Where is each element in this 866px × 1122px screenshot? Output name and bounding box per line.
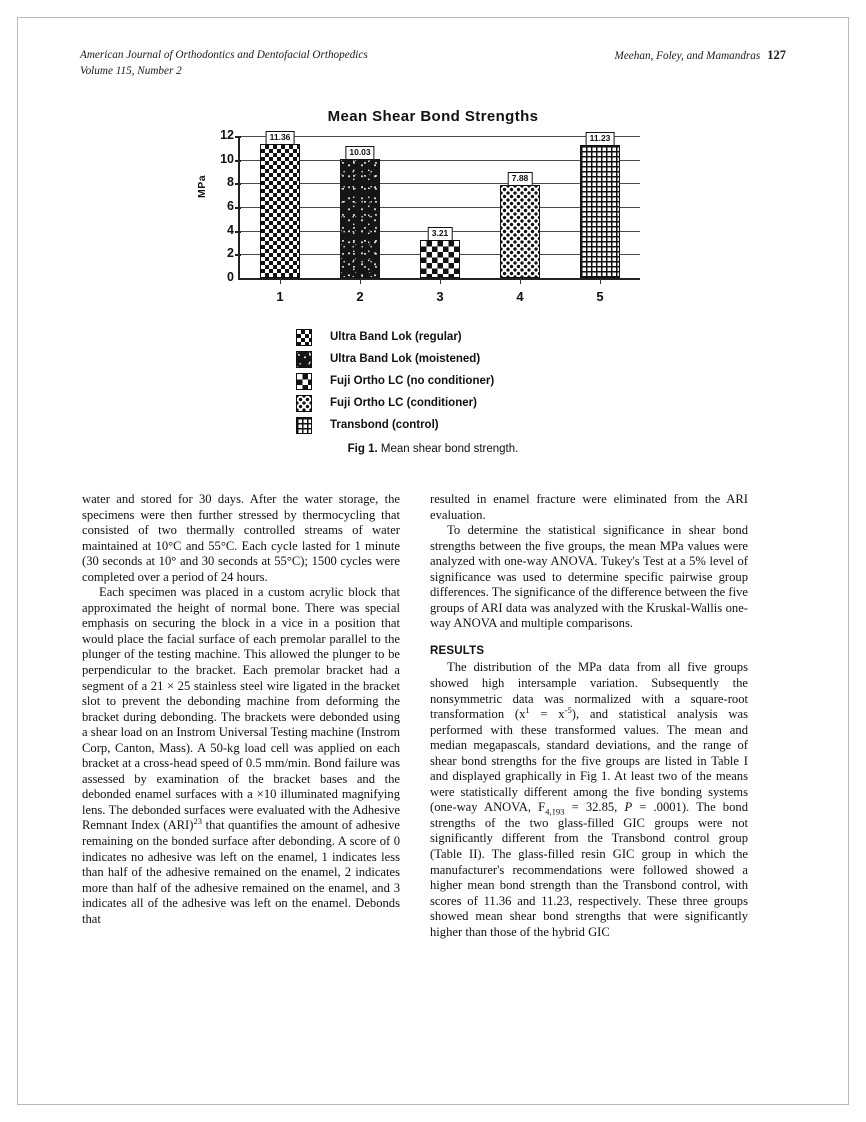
plot-area	[220, 128, 640, 304]
y-axis-tick-mark	[235, 231, 241, 233]
legend-item	[296, 414, 626, 436]
y-axis-tick-label: 6	[227, 199, 234, 213]
fine-grid-swatch-icon	[296, 417, 312, 434]
y-axis-tick-label: 12	[220, 128, 234, 142]
legend-item-label: Ultra Band Lok (regular)	[330, 331, 462, 343]
y-axis-title: MPa	[196, 174, 208, 198]
paragraph-right-3-part-a: The distribution of the MPa data from all five groups showed high intersample variation. Subsequently the nonsymmetric data was normalized with a square-root transformation (x	[430, 660, 748, 722]
bar-chart	[193, 108, 673, 318]
x-axis-tick-label: 1	[276, 289, 284, 304]
x-axis-tick-label: 3	[436, 289, 444, 304]
y-axis-tick-mark	[235, 136, 241, 138]
paragraph-right-2: To determine the statistical significance in shear bond strengths between the five groups, the mean MPa values were analyzed with one-way ANOVA. Tukey's Test at a 5% level of significance was used to determine specific pairwise group differences. The significance of the difference between the five groups of ARI data was analyzed with the Kruskal-Wallis one-way ANOVA and multiple comparisons.	[430, 523, 748, 631]
paragraph-right-3-part-e: = .0001). The bond strengths of the two glass-filled GIC groups were not significantly different from the Transbond control group (Table II). The glass-filled resin GIC group in which the manufacturer's recommendations were followed showed a higher mean bond strength than the Transbond control, with scores of 11.36 and 11.23, respectively. These three groups showed mean shear bond strengths that were significantly higher than those of the hybrid GIC	[430, 800, 748, 939]
x-axis-tick-mark	[280, 278, 281, 284]
bar-value-label: 10.03	[345, 146, 374, 160]
paragraph-right-3	[430, 660, 748, 940]
checkerboard-swatch-icon	[296, 329, 312, 346]
y-axis-tick-label: 8	[227, 175, 234, 190]
bar-value-label: 7.88	[508, 172, 533, 186]
dark-speckled-swatch-icon	[296, 351, 312, 368]
bar-value-label: 11.36	[266, 131, 295, 145]
paragraph-right-1: resulted in enamel fracture were eliminated from the ARI evaluation.	[430, 492, 748, 522]
bar	[260, 144, 300, 278]
reference-marker-23: 23	[193, 816, 203, 827]
x-axis-tick-mark	[360, 278, 361, 284]
paragraph-left-1: water and stored for 30 days. After the water storage, the specimens were then further stressed by thermocycling that consisted of two thermally controlled streams of water maintained at 10°C and 55°C. Each cycle lasted for 1 minute (30 seconds at 10° and 30 seconds at 55°C); 1500 cycles were completed over a period of 24 hours.	[82, 492, 400, 584]
chart-title: Mean Shear Bond Strengths	[327, 108, 539, 125]
journal-name: American Journal of Orthodontics and Dentofacial Orthopedics	[80, 49, 368, 61]
figure-caption	[80, 443, 786, 455]
y-axis-tick-mark	[235, 254, 241, 256]
superscript-minus-5: -5	[564, 704, 572, 715]
body-column-right	[430, 492, 748, 940]
x-axis-tick-label: 5	[596, 289, 604, 304]
paragraph-right-3-part-b: = x	[529, 707, 565, 722]
x-axis-tick-label: 4	[516, 289, 524, 304]
p-value-italic: P	[624, 800, 633, 815]
y-axis-tick-mark	[235, 160, 241, 162]
legend-item-label: Ultra Band Lok (moistened)	[330, 353, 481, 365]
y-axis-tick-mark	[235, 183, 241, 185]
volume-issue: Volume 115, Number 2	[80, 65, 182, 77]
x-axis-tick-mark	[440, 278, 441, 284]
y-axis-tick-label: 4	[227, 222, 234, 237]
running-head-authors	[615, 47, 786, 64]
y-axis-tick-label: 10	[220, 151, 234, 166]
author-list: Meehan, Foley, and Mamandras	[614, 50, 761, 62]
legend-item-label: Transbond (control)	[330, 419, 439, 431]
x-axis-tick-label: 2	[356, 289, 364, 304]
large-checker-swatch-icon	[296, 373, 312, 390]
legend-item	[296, 370, 626, 392]
legend-item-label: Fuji Ortho LC (no conditioner)	[330, 375, 495, 387]
subscript-df: 4,193	[545, 806, 565, 817]
legend-item	[296, 326, 626, 348]
chart-legend	[296, 326, 626, 436]
paragraph-right-3-part-c: ), and statistical analysis was performed with these transformed values. The mean and median megapascals, standard deviations, and the range of shear bond strengths for the five groups are listed in Table I and displayed graphically in Fig 1. At least two of the means were statistically different among the five bonding systems (one-way ANOVA, F	[430, 707, 749, 815]
bar	[340, 159, 380, 278]
dotted-swatch-icon	[296, 395, 312, 412]
bar	[420, 240, 460, 278]
bar	[500, 185, 540, 278]
y-axis-tick-mark	[235, 207, 241, 209]
y-axis-tick-label: 2	[227, 246, 234, 261]
bar-value-label: 11.23	[586, 132, 615, 146]
section-heading-results: RESULTS	[430, 644, 485, 657]
superscript-1: 1	[525, 704, 530, 715]
body-column-left	[82, 492, 400, 927]
legend-item-label: Fuji Ortho LC (conditioner)	[330, 397, 477, 409]
paragraph-left-2	[82, 585, 400, 927]
x-axis-tick-mark	[600, 278, 601, 284]
gridline	[240, 136, 640, 137]
y-axis-tick-label: 0	[227, 270, 234, 284]
running-head	[80, 47, 786, 81]
paragraph-left-2-part-b: that quantifies the amount of adhesive remaining on the bonded surface after debonding. A score of 0 indicates no adhesive was left on the enamel, 1 indicates less than half of the adhesive remained on the enamel, 2 indicates more than half of the adhesive remained on the enamel, and 3 indicates all of the adhesive was left on the enamel. Debonds that	[82, 818, 400, 926]
figure-1	[80, 108, 786, 468]
legend-item	[296, 392, 626, 414]
figure-caption-text: Mean shear bond strength.	[377, 443, 519, 455]
paragraph-right-3-part-d: = 32.85,	[564, 800, 625, 815]
page-number: 127	[767, 48, 786, 62]
legend-item	[296, 348, 626, 370]
bar-value-label: 3.21	[428, 227, 453, 241]
figure-caption-label: Fig 1.	[347, 443, 378, 455]
running-head-journal	[80, 47, 368, 79]
paragraph-left-2-part-a: Each specimen was placed in a custom acrylic block that approximated the height of normal bone. There was special emphasis on securing the block in a vice in a position that would place the facial surface of each premolar parallel to the plunger of the testing machine. This allowed the plunger to be perpendicular to the bracket. Each premolar bracket had a segment of a 21 × 25 stainless steel wire ligated in the bracket slot to prevent the debonding machine from deforming the bracket during debonding. The brackets were debonded using a shear load on an Instrom Universal Testing machine (Instrom Corp, Canton, Mass). A 50-kg load cell was applied on each bracket at a cross-head speed of 0.5 mm/min. Bond failure was assessed by examination of the bracket bases and the debonded enamel surfaces with a ×10 illuminated magnifying lens. The debonded surfaces were evaluated with the Adhesive Remnant Index (ARI)	[82, 585, 400, 833]
bar	[580, 145, 620, 278]
x-axis-tick-mark	[520, 278, 521, 284]
